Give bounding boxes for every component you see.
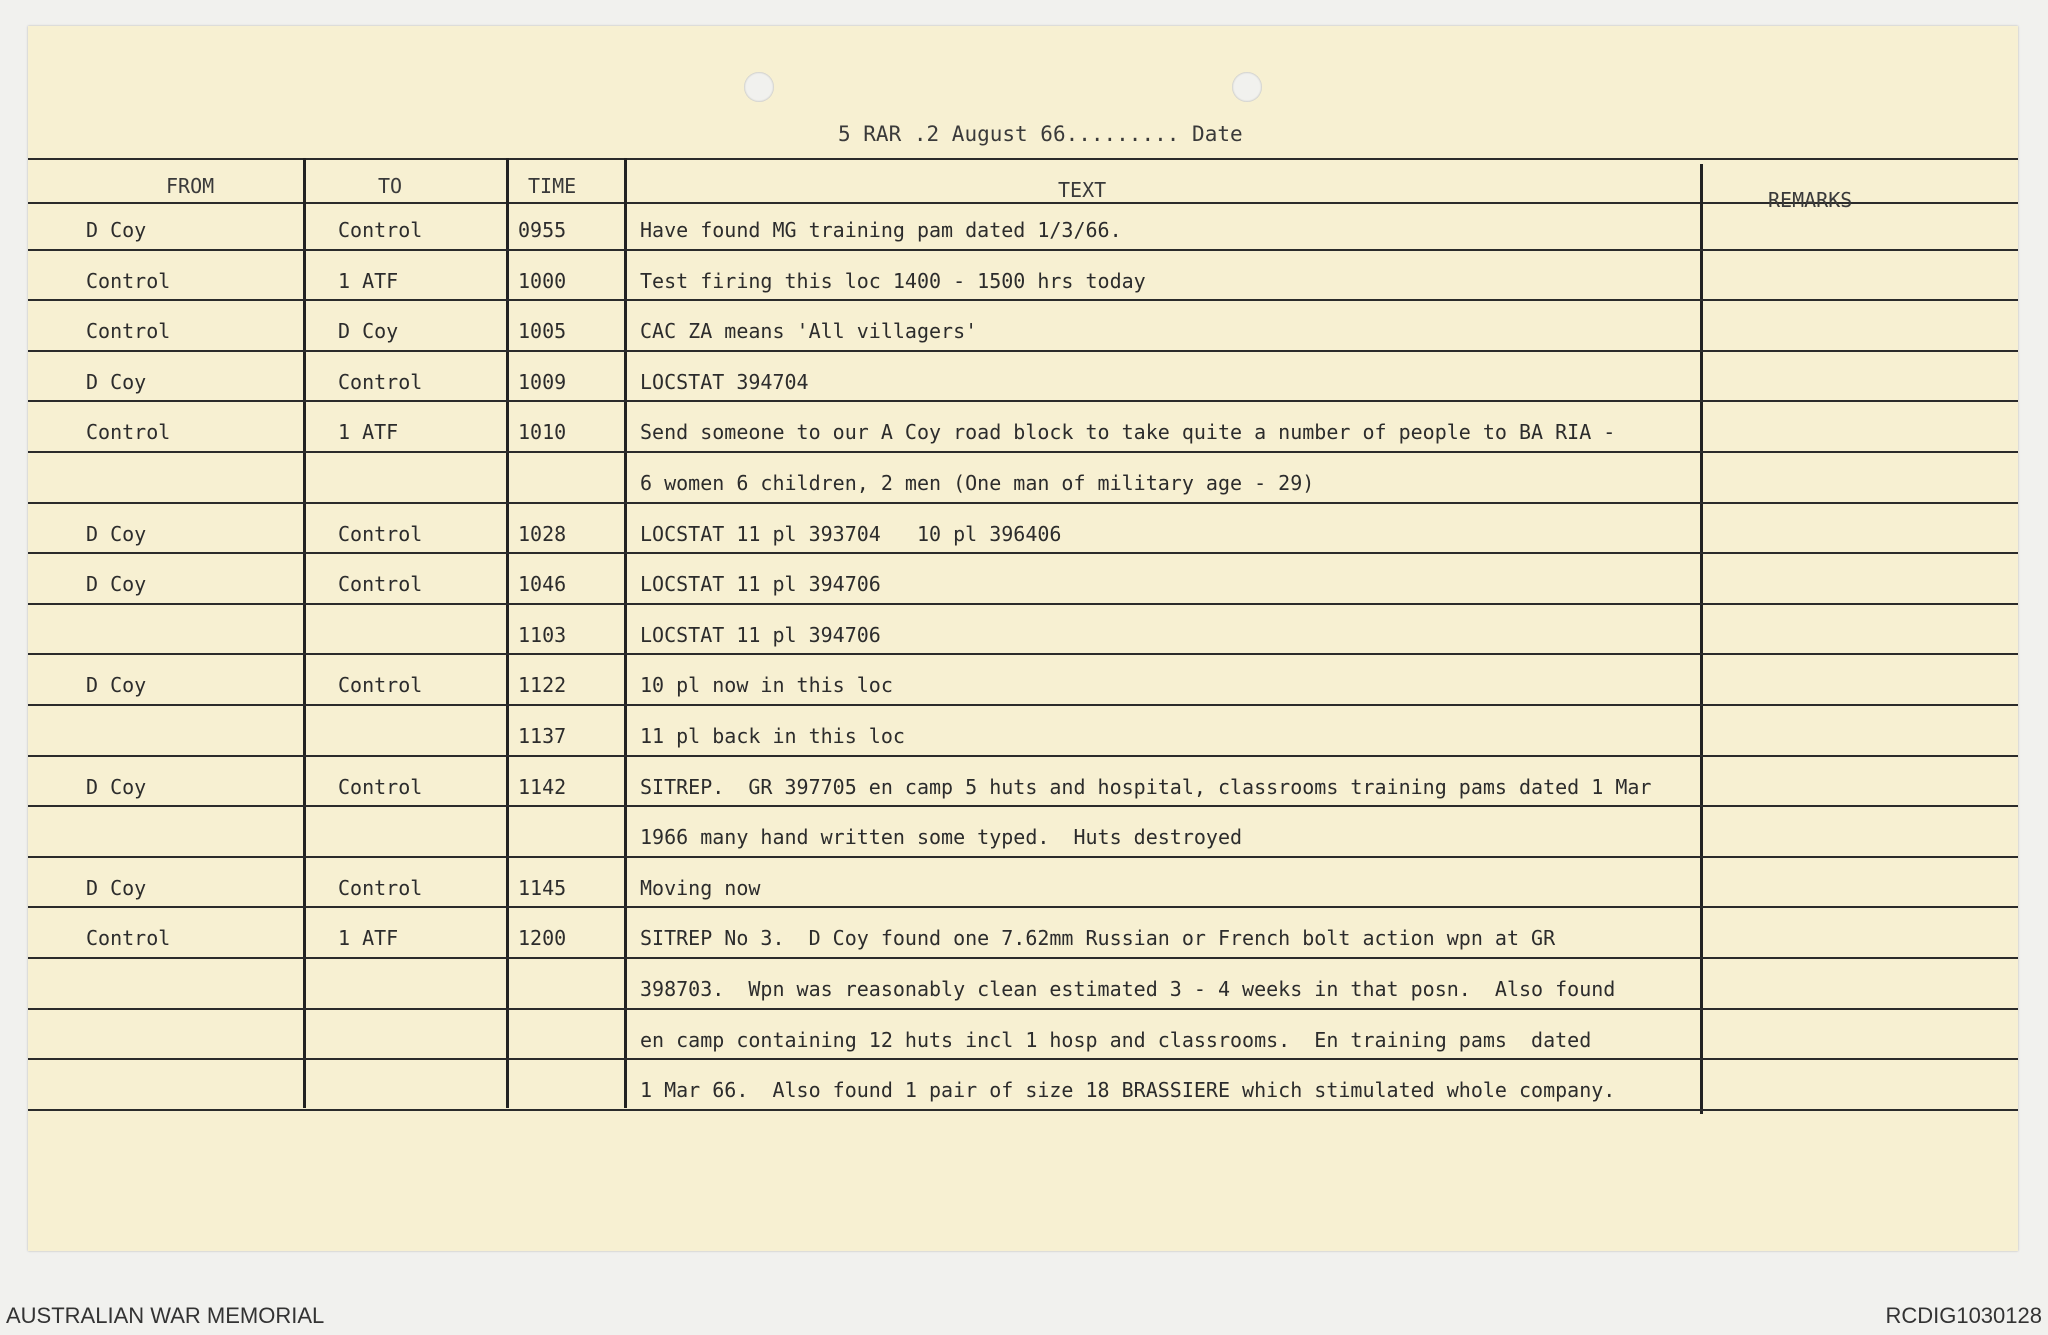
row-rule bbox=[28, 1109, 2018, 1111]
cell-time: 1046 bbox=[518, 572, 567, 597]
cell-text: 1 Mar 66. Also found 1 pair of size 18 BRASSIERE which stimulated whole company. bbox=[640, 1078, 1616, 1103]
cell-to: 1 ATF bbox=[338, 268, 399, 293]
cell-from: D Coy bbox=[86, 521, 147, 546]
row-rule bbox=[28, 957, 2018, 959]
cell-to: Control bbox=[338, 369, 423, 394]
column-rule-text-remarks bbox=[1700, 164, 1703, 1114]
cell-text: 1966 many hand written some typed. Huts destroyed bbox=[640, 825, 1243, 850]
cell-to: 1 ATF bbox=[338, 926, 399, 951]
document-sheet bbox=[28, 26, 2018, 1251]
footer-archive-name: AUSTRALIAN WAR MEMORIAL bbox=[6, 1303, 325, 1328]
row-rule bbox=[28, 906, 2018, 908]
cell-from: Control bbox=[86, 926, 171, 951]
cell-text: 11 pl back in this loc bbox=[640, 724, 905, 748]
cell-text: SITREP. GR 397705 en camp 5 huts and hospital, classrooms training pams dated 1 Mar bbox=[640, 774, 1652, 799]
column-header-to: TO bbox=[378, 174, 403, 198]
cell-from: D Coy bbox=[86, 673, 147, 698]
punch-hole-left bbox=[744, 72, 774, 102]
footer-record-id: RCDIG1030128 bbox=[1885, 1303, 2042, 1328]
cell-time: 1122 bbox=[518, 673, 567, 698]
cell-text: 6 women 6 children, 2 men (One man of military age - 29) bbox=[640, 471, 1315, 495]
cell-from: D Coy bbox=[86, 369, 147, 394]
punch-hole-right bbox=[1232, 72, 1262, 102]
cell-from: D Coy bbox=[86, 572, 147, 597]
column-header-time: TIME bbox=[528, 174, 577, 198]
row-rule bbox=[28, 299, 2018, 301]
row-rule bbox=[28, 350, 2018, 352]
unit-name: 5 RAR bbox=[838, 122, 902, 146]
cell-to: Control bbox=[338, 774, 423, 799]
cell-to: D Coy bbox=[338, 319, 399, 344]
cell-text: LOCSTAT 394704 bbox=[640, 369, 809, 394]
cell-text: Send someone to our A Coy road block to take quite a number of people to BA RIA - bbox=[640, 420, 1616, 445]
cell-from: Control bbox=[86, 319, 171, 344]
table-top-rule bbox=[28, 158, 2018, 160]
header-bottom-rule bbox=[28, 202, 2018, 204]
cell-to: Control bbox=[338, 673, 423, 698]
cell-text: LOCSTAT 11 pl 394706 bbox=[640, 572, 881, 597]
cell-from: D Coy bbox=[86, 774, 147, 799]
cell-to: Control bbox=[338, 875, 423, 900]
cell-from: Control bbox=[86, 420, 171, 445]
cell-time: 1028 bbox=[518, 521, 567, 546]
cell-time: 1000 bbox=[518, 268, 567, 293]
cell-text: Have found MG training pam dated 1/3/66. bbox=[640, 218, 1122, 242]
cell-to: Control bbox=[338, 218, 423, 242]
column-header-text: TEXT bbox=[1058, 178, 1107, 202]
cell-text: LOCSTAT 11 pl 393704 10 pl 396406 bbox=[640, 521, 1062, 546]
cell-time: 1142 bbox=[518, 774, 567, 799]
cell-to: 1 ATF bbox=[338, 420, 399, 445]
row-rule bbox=[28, 755, 2018, 757]
cell-time: 1103 bbox=[518, 622, 567, 647]
cell-time: 0955 bbox=[518, 218, 567, 242]
cell-text: CAC ZA means 'All villagers' bbox=[640, 319, 978, 344]
cell-text: LOCSTAT 11 pl 394706 bbox=[640, 622, 881, 647]
log-date: .2 August 66......... bbox=[913, 122, 1180, 146]
row-rule bbox=[28, 552, 2018, 554]
row-rule bbox=[28, 502, 2018, 504]
row-rule bbox=[28, 653, 2018, 655]
cell-text: Test firing this loc 1400 - 1500 hrs today bbox=[640, 268, 1146, 293]
cell-time: 1145 bbox=[518, 875, 567, 900]
cell-from: D Coy bbox=[86, 218, 147, 242]
date-label: Date bbox=[1192, 122, 1243, 146]
row-rule bbox=[28, 805, 2018, 807]
row-rule bbox=[28, 451, 2018, 453]
row-rule bbox=[28, 400, 2018, 402]
column-header-from: FROM bbox=[166, 174, 215, 198]
cell-text: 398703. Wpn was reasonably clean estimated 3 - 4 weeks in that posn. Also found bbox=[640, 977, 1616, 1001]
log-header bbox=[838, 122, 1243, 146]
row-rule bbox=[28, 856, 2018, 858]
row-rule bbox=[28, 704, 2018, 706]
cell-to: Control bbox=[338, 572, 423, 597]
cell-text: en camp containing 12 huts incl 1 hosp and classrooms. En training pams dated bbox=[640, 1027, 1592, 1052]
row-rule bbox=[28, 1058, 2018, 1060]
cell-from: D Coy bbox=[86, 875, 147, 900]
cell-time: 1009 bbox=[518, 369, 567, 394]
column-header-remarks: REMARKS bbox=[1768, 188, 1853, 212]
row-rule bbox=[28, 603, 2018, 605]
cell-time: 1005 bbox=[518, 319, 567, 344]
cell-text: Moving now bbox=[640, 875, 761, 900]
cell-from: Control bbox=[86, 268, 171, 293]
cell-text: SITREP No 3. D Coy found one 7.62mm Russian or French bolt action wpn at GR bbox=[640, 926, 1556, 951]
cell-text: 10 pl now in this loc bbox=[640, 673, 893, 698]
cell-time: 1010 bbox=[518, 420, 567, 445]
cell-time: 1200 bbox=[518, 926, 567, 951]
row-rule bbox=[28, 249, 2018, 251]
cell-time: 1137 bbox=[518, 724, 567, 748]
cell-to: Control bbox=[338, 521, 423, 546]
row-rule bbox=[28, 1008, 2018, 1010]
